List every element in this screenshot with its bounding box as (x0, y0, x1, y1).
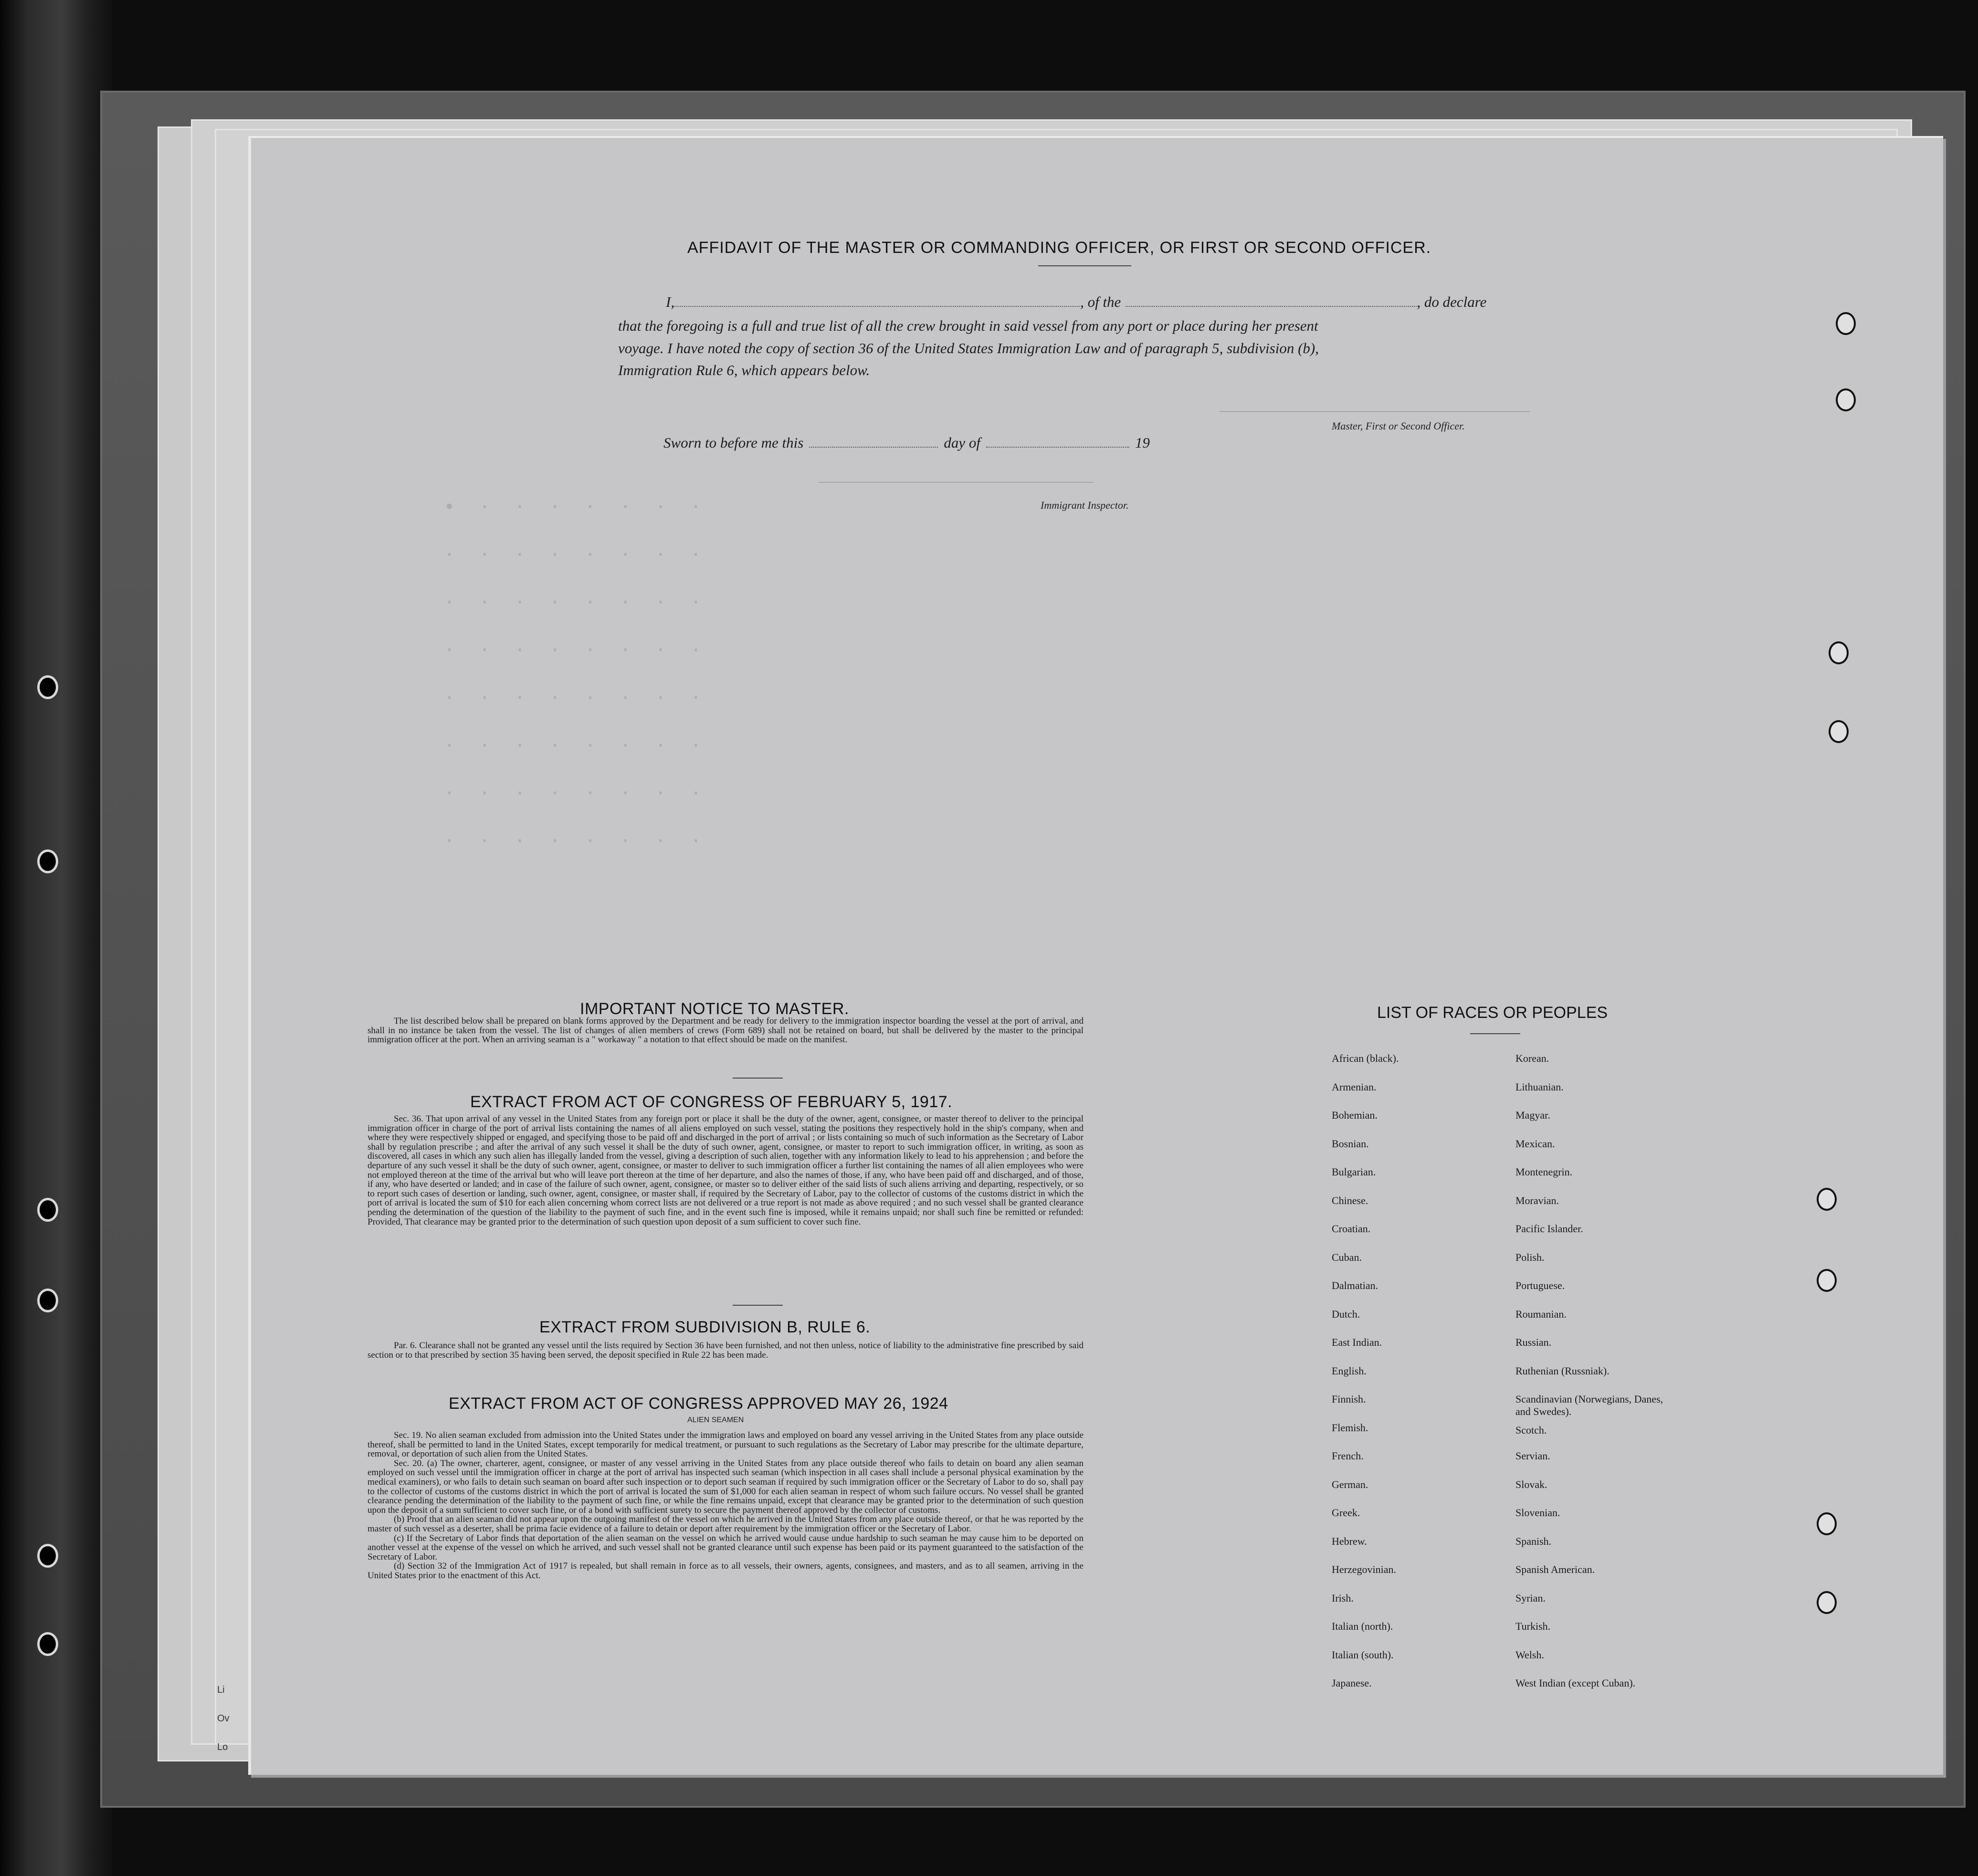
race-item: Magyar. (1515, 1109, 1550, 1121)
bleed-through-row: · · · · · · · · (444, 544, 708, 565)
race-item: Scandinavian (Norwegians, Danes, and Swedes). (1515, 1393, 1663, 1417)
race-item: Spanish. (1515, 1535, 1552, 1547)
year-label: 19 (1135, 434, 1150, 451)
affidavit-title: AFFIDAVIT OF THE MASTER OR COMMANDING OFFICER, OR FIRST OR SECOND OFFICER. (687, 239, 1431, 257)
race-item: Irish. (1332, 1592, 1354, 1604)
binder-hole (37, 1198, 58, 1222)
race-item: German. (1332, 1478, 1368, 1490)
race-item: Scotch. (1515, 1424, 1547, 1436)
underlying-sheet-fragment: Ov (217, 1713, 230, 1724)
section-36-paragraph: Sec. 36. That upon arrival of any vessel in the United States from any foreign port or place it shall be the duty of the owner, agent, consignee, or master thereof to deliver to the principal immigration officer in charge of the port of arrival lists containing the names of all aliens employed on such vessel, stating the positions they respectively hold in the ship's company, when and where they were respectively shipped or engaged, and specifying those to be paid off and discharged in the port of arrival ; or lists containing so much of such information as the Secretary of Labor shall by regulation prescribe ; and after the arrival of any such vessel it shall be the duty of such owner, agent, consignee, or master to report to such immigration officer, in writing, as soon as discovered, all cases in which any such alien has illegally landed from the vessel, giving a description of such alien, together with any information likely to lead to his apprehension ; and before the departure of any such vessel it shall be the duty of such owner, agent, consignee, or master to deliver to such immigration officer a further list containing the names of all alien employees who were not employed thereon at the time of the arrival but who will leave port thereon at the time of her departure, and also the names of those, if any, who have been paid off and discharged, and of those, if any, who have deserted or landed; and in case of the failure of such owner, agent, consignee, or master so to deliver either of the said lists of such aliens arriving and departing, respectively, or so to report such cases of desertion or landing, such owner, agent, consignee, or master shall, if required by the Secretary of Labor, pay to the collector of customs of the customs district in which the port of arrival is located the sum of $10 for each alien concerning whom correct lists are not delivered or a true report is not made as above required ; and no such vessel shall be granted clearance pending the determination of the question of the liability to the payment of such fine, and in the event such fine is imposed, while it remains unpaid; nor shall such fine be remitted or refunded: Provided, That clearance may be granted prior to the determination of such question upon deposit of a sum sufficient to cover such fine. (368, 1114, 1084, 1227)
race-item: African (black). (1332, 1052, 1399, 1064)
binder-hole (37, 1289, 58, 1312)
race-item: Cuban. (1332, 1251, 1362, 1263)
master-signature-field[interactable] (1220, 411, 1530, 412)
alien-seamen-subtitle: ALIEN SEAMEN (687, 1416, 744, 1424)
races-right-column (1515, 1052, 1673, 1706)
vessel-name-field[interactable] (1126, 306, 1417, 307)
binder-hole (37, 849, 58, 873)
extract-rule6-body (368, 1341, 1084, 1370)
race-item: Chinese. (1332, 1194, 1368, 1206)
race-item: Flemish. (1332, 1421, 1368, 1434)
binder-hole (37, 675, 58, 699)
divider (733, 1305, 783, 1306)
underlying-sheet-fragment: Lo (217, 1742, 228, 1752)
bleed-through-row: • · · · · · · · (444, 496, 708, 517)
declaration-line-3: voyage. I have noted the copy of section 36 of the United States Immigration Law and of paragraph 5, subdivision (b), (618, 340, 1319, 356)
sec-20d-paragraph: (d) Section 32 of the Immigration Act of 1917 is repealed, but shall remain in force as to all vessels, their owners, agents, consignees, and masters, and as to all seamen, arriving in the United States prior to the enactment of this Act. (368, 1561, 1084, 1581)
sworn-day-field[interactable] (809, 447, 938, 448)
vessel-of-label: , of the (1080, 293, 1121, 310)
race-item: Bohemian. (1332, 1109, 1378, 1121)
bleed-through-row: · · · · · · · · (444, 687, 708, 708)
extract-1917-body (368, 1114, 1084, 1293)
notice-paragraph: The list described below shall be prepared on blank forms approved by the Department and be ready for delivery to the immigration inspector boarding the vessel at the port of arrival, and shall in no instance be taken from the vessel. The list of changes of alien members of crews (Form 689) shall not be retained on board, but shall be delivered by the master to the principal immigration officer at the port. When an arriving seaman is a " workaway " a notation to that effect should be made on the manifest. (368, 1017, 1084, 1045)
punch-hole (1836, 388, 1856, 411)
sec-20c-paragraph: (c) If the Secretary of Labor finds that deportation of the alien seaman on the vessel on which he arrived would cause undue hardship to such seaman he may cause him to be deported on another vessel at the expense of the vessel on which he arrived, and such vessel shall not be granted clearance until such expense has been paid or its payment guaranteed to the satisfaction of the Secretary of Labor. (368, 1533, 1084, 1562)
races-title: LIST OF RACES OR PEOPLES (1377, 1004, 1608, 1022)
race-item: Greek. (1332, 1507, 1360, 1519)
declarant-prefix: I, (666, 293, 675, 310)
race-item: Dalmatian. (1332, 1279, 1378, 1291)
sec-20a-paragraph: Sec. 20. (a) The owner, charterer, agent, consignee, or master of any vessel arriving in the United States from any place outside thereof who fails to detain on board any alien seaman employed on such vessel until the immigration officer in charge at the port of arrival has inspected such seaman (which inspection in all cases shall include a personal physical examination by the medical examiners), or who fails to detain such seaman on board after such inspection or to deport such seaman if required by such immigration officer or the Secretary of Labor to do so, shall pay to the collector of customs of the customs district in which the port of arrival is located the sum of $1,000 for each alien seaman in respect of whom such failure occurs. No vessel shall be granted clearance pending the determination of the liability to the payment of such fine, or while the fine remains unpaid, except that clearance may be granted prior to the determination of such question upon the deposit of a sum sufficient to cover such fine, or of a bond with sufficient surety to secure the payment thereof approved by the collector of customs. (368, 1458, 1084, 1515)
race-item: Spanish American. (1515, 1563, 1595, 1575)
punch-hole (1829, 641, 1849, 664)
bleed-through-row: · · · · · · · · (444, 735, 708, 756)
extract-1924-body (368, 1431, 1084, 1660)
race-item: Dutch. (1332, 1308, 1360, 1320)
race-item: Herzegovinian. (1332, 1563, 1396, 1575)
declaration-line-4: Immigration Rule 6, which appears below. (618, 362, 870, 378)
punch-hole (1829, 720, 1849, 743)
race-item: Korean. (1515, 1052, 1549, 1064)
race-item: Bulgarian. (1332, 1166, 1376, 1178)
punch-hole (1817, 1512, 1837, 1535)
extract-rule6-title: EXTRACT FROM SUBDIVISION B, RULE 6. (539, 1318, 871, 1336)
race-item: Croatian. (1332, 1223, 1371, 1235)
race-item: Bosnian. (1332, 1137, 1369, 1150)
race-item: Lithuanian. (1515, 1080, 1564, 1093)
punch-hole (1817, 1188, 1837, 1211)
divider (1470, 1033, 1520, 1034)
bleed-through-row: · · · · · · · · (444, 639, 708, 660)
race-item: Turkish. (1515, 1620, 1551, 1632)
race-item: West Indian (except Cuban). (1515, 1677, 1636, 1689)
race-item: Polish. (1515, 1251, 1545, 1263)
race-item: Hebrew. (1332, 1535, 1367, 1547)
bleed-through-row: · · · · · · · · (444, 783, 708, 804)
race-item: Moravian. (1515, 1194, 1559, 1206)
declaration-line-1 (666, 293, 1486, 311)
races-left-column (1332, 1052, 1399, 1706)
bleed-through-row: · · · · · · · · (444, 830, 708, 851)
underlying-sheet-fragment: Li (217, 1685, 225, 1695)
race-item: Russian. (1515, 1336, 1552, 1348)
race-item: Italian (south). (1332, 1648, 1394, 1661)
race-item: Italian (north). (1332, 1620, 1393, 1632)
inspector-caption: Immigrant Inspector. (1041, 499, 1129, 511)
sec-19-paragraph: Sec. 19. No alien seaman excluded from admission into the United States under the immigration laws and employed on board any vessel arriving in the United States from any place outside thereof, shall be permitted to land in the United States, except temporarily for medical treatment, or pursuant to such regulations as the Secretary of Labor may prescribe for the ultimate departure, removal, or deportation of such alien from the United States. (368, 1431, 1084, 1459)
divider (733, 1078, 783, 1079)
notice-title: IMPORTANT NOTICE TO MASTER. (580, 1000, 849, 1018)
master-signature-caption: Master, First or Second Officer. (1332, 420, 1465, 432)
binder-spine (0, 0, 112, 1876)
notice-body (368, 1017, 1084, 1074)
par-6-paragraph: Par. 6. Clearance shall not be granted any vessel until the lists required by Section 36 have been furnished, and not then unless, notice of liability to the administrative fine prescribed by said section or to that prescribed by section 35 having been served, the deposit specified in Rule 22 has been made. (368, 1341, 1084, 1360)
divider (1038, 265, 1131, 266)
race-item: Mexican. (1515, 1137, 1555, 1150)
extract-1924-title: EXTRACT FROM ACT OF CONGRESS APPROVED MAY 26, 1924 (449, 1394, 948, 1413)
race-item: Japanese. (1332, 1677, 1372, 1689)
extract-1917-title: EXTRACT FROM ACT OF CONGRESS OF FEBRUARY 5, 1917. (470, 1093, 953, 1111)
race-item: Slovenian. (1515, 1507, 1560, 1519)
declaration-line-2: that the foregoing is a full and true list of all the crew brought in said vessel from any port or place during her present (618, 317, 1318, 334)
race-item: Syrian. (1515, 1592, 1546, 1604)
race-item: French. (1332, 1450, 1364, 1462)
sworn-label: Sworn to before me this (663, 434, 804, 451)
race-item: Roumanian. (1515, 1308, 1567, 1320)
binder-hole (37, 1544, 58, 1568)
race-item: Welsh. (1515, 1648, 1544, 1661)
race-item: Portuguese. (1515, 1279, 1565, 1291)
sec-20b-paragraph: (b) Proof that an alien seaman did not appear upon the outgoing manifest of the vessel on which he arrived in the United States from any place outside thereof, or that he was reported by the master of such vessel as a deserter, shall be prima facie evidence of a failure to detain or deport after requirement by the immigration officer or the Secretary of Labor. (368, 1514, 1084, 1534)
binder-hole (37, 1632, 58, 1656)
sworn-line (663, 434, 1150, 451)
declare-label: , do declare (1417, 293, 1487, 310)
punch-hole (1836, 312, 1856, 335)
sworn-month-field[interactable] (986, 447, 1129, 448)
race-item: Ruthenian (Russniak). (1515, 1364, 1610, 1377)
day-of-label: day of (944, 434, 980, 451)
race-item: Finnish. (1332, 1393, 1366, 1405)
punch-hole (1817, 1269, 1837, 1292)
race-item: Montenegrin. (1515, 1166, 1573, 1178)
race-item: Armenian. (1332, 1080, 1377, 1093)
race-item: Pacific Islander. (1515, 1223, 1583, 1235)
race-item: Slovak. (1515, 1478, 1547, 1490)
race-item: Servian. (1515, 1450, 1550, 1462)
race-item: English. (1332, 1364, 1367, 1377)
bleed-through-row: · · · · · · · · (444, 592, 708, 613)
declarant-name-field[interactable] (674, 306, 1080, 307)
race-item: East Indian. (1332, 1336, 1382, 1348)
punch-hole (1817, 1591, 1837, 1614)
